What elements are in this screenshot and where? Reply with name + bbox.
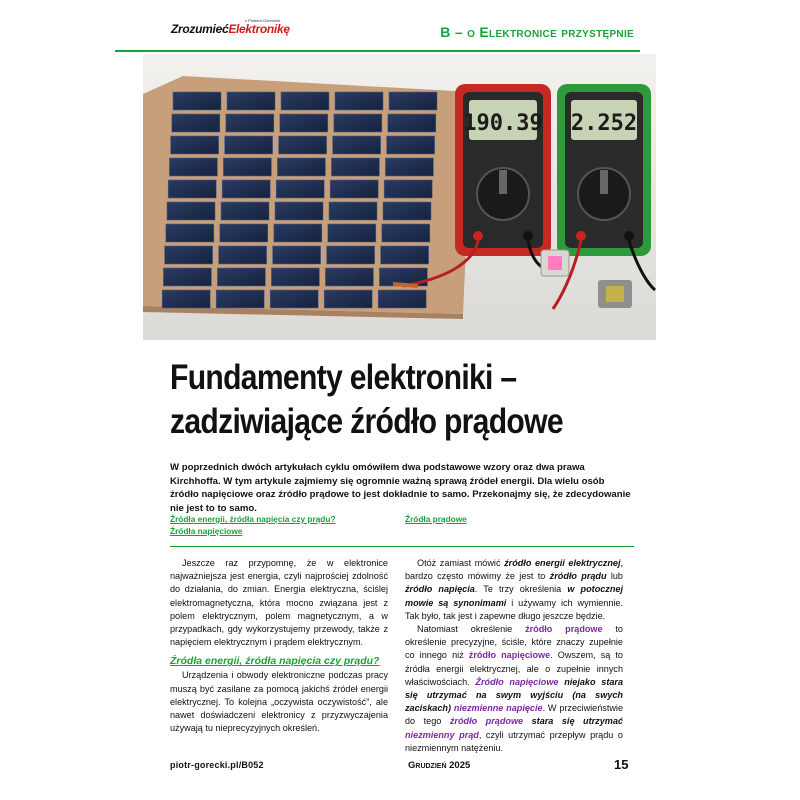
emphasis-current-source: źródło prądu: [549, 571, 607, 582]
solar-cell: [275, 202, 323, 220]
highlight-constant-voltage: niezmienne napięcie: [453, 703, 543, 714]
solar-panel-multimeter-illustration: [143, 54, 656, 340]
solar-cell: [219, 246, 267, 264]
solar-cell: [277, 158, 325, 176]
solar-cell: [330, 180, 378, 198]
solar-cell: [327, 246, 375, 264]
solar-cell: [271, 268, 319, 286]
red-multimeter: [455, 84, 551, 256]
article-photo: [143, 54, 656, 340]
solar-cell: [274, 224, 322, 242]
text-run: Natomiast określenie: [417, 624, 526, 635]
emphasis-tries-to-maintain: stara się utrzymać: [531, 716, 623, 727]
text-run: , bardzo często mówimy że jest to: [405, 558, 623, 582]
solar-cell: [227, 92, 275, 110]
highlight-current-source: źródło prądowe: [525, 624, 603, 635]
text-run: Otóż zamiast mówić: [417, 558, 505, 568]
text-run: [523, 716, 532, 726]
text-run: i używamy ich wymiennie. Tak było, tak jest i zapewne długo jeszcze będzie.: [405, 597, 624, 621]
highlight-constant-current: niezmienny prąd: [405, 729, 479, 740]
page-number: 15: [614, 757, 629, 772]
title-line-2: zadziwiające źródło prądowe: [170, 402, 563, 441]
article-title: [170, 356, 574, 444]
solar-cell: [165, 246, 213, 264]
body-column-left: [170, 557, 388, 735]
magazine-logo: [171, 22, 290, 36]
solar-cell: [388, 114, 436, 132]
emphasis-energy-source: źródło energii elektrycznej: [504, 558, 621, 568]
solar-cell: [162, 290, 210, 308]
solar-cell: [166, 224, 214, 242]
solar-cell: [226, 114, 274, 132]
solar-cell: [270, 290, 318, 308]
solar-cell: [389, 92, 437, 110]
footer-issue-date: Grudzień 2025: [408, 760, 471, 771]
solar-cell: [324, 290, 372, 308]
emphasis-synonyms: w potocznej mowie są synonimami: [405, 584, 623, 608]
text-run: . Te trzy określenia: [474, 584, 568, 595]
solar-cell: [221, 202, 269, 220]
solar-cell: [328, 224, 376, 242]
solar-cell: [381, 246, 429, 264]
solar-cell: [171, 136, 219, 154]
solar-cell: [385, 158, 433, 176]
text-run: . Owszem, są to źródła energii elektrycznej, ale o zupełnie innych właściwościach.: [405, 650, 623, 687]
header-divider: [115, 50, 640, 52]
footer-url[interactable]: piotr-gorecki.pl/B052: [170, 760, 264, 770]
toc-left: [170, 513, 336, 537]
logo-word-2: Elektronikę: [228, 22, 290, 36]
text-run: , czyli utrzymać przepływ prądu o niezmiennym natężeniu.: [405, 729, 623, 753]
solar-cell: [223, 158, 271, 176]
toc-link-energy-sources[interactable]: Źródła energii, źródła napięcia czy prądu?: [170, 514, 336, 524]
emphasis-voltage-source: źródło napięcia: [405, 584, 475, 595]
solar-cell: [172, 114, 220, 132]
solar-cell: [333, 136, 381, 154]
solar-cell: [222, 180, 270, 198]
solar-cell: [384, 180, 432, 198]
toc-right: [405, 513, 467, 525]
body-column-right: [405, 557, 623, 755]
solar-cell: [335, 92, 383, 110]
solar-cell: [225, 136, 273, 154]
highlight-current-source-2: źródło prądowe: [449, 716, 524, 727]
text-run: . W przeciwieństwie do tego: [405, 703, 623, 727]
solar-cell: [382, 224, 430, 242]
solar-cell: [331, 158, 379, 176]
red-meter-reading: 190.39: [463, 111, 543, 136]
solar-cell: [276, 180, 324, 198]
toc-divider: [170, 546, 634, 547]
logo-subtitle: z Piotrem Góreckim: [245, 18, 281, 23]
toc-link-current-sources[interactable]: Źródła prądowe: [405, 514, 467, 524]
green-meter-reading: 2.252: [570, 111, 638, 136]
text-run: to określenie precyzyjne, ściśle, które znaczy zupełnie co innego niż: [405, 624, 623, 661]
solar-cell: [279, 136, 327, 154]
solar-cell: [217, 268, 265, 286]
solar-cell: [216, 290, 264, 308]
toc-link-voltage-sources[interactable]: Źródła napięciowe: [170, 526, 243, 536]
solar-cell: [383, 202, 431, 220]
solar-cell: [173, 92, 221, 110]
paragraph-synonyms: [405, 557, 623, 623]
highlight-voltage-source: źródło napięciowe: [468, 650, 551, 661]
logo-word-1: Zrozumieć: [171, 22, 229, 36]
solar-cell: [169, 158, 217, 176]
solar-cell: [387, 136, 435, 154]
paragraph-power-supply: Urządzenia i obwody elektroniczne podczas pracy muszą być zasilane za pomocą jakichś źródeł energii elektrycznej. To kolejna „oczywista oczywistość”, ale nawet doświadczeni elektronicy z przyzwyczajenia używają tu nieprecyzyjnych określeń.: [170, 670, 388, 734]
green-multimeter: [557, 84, 651, 256]
solar-cell: [167, 202, 215, 220]
section-title: B – o Elektronice przystępnie: [440, 24, 634, 40]
page-header: [143, 20, 656, 52]
solar-cell: [325, 268, 373, 286]
highlight-voltage-source-2: Źródło napięciowe: [475, 676, 559, 687]
solar-cell: [273, 246, 321, 264]
text-run: lub: [606, 571, 623, 582]
section-heading-energy-sources: Źródła energii, źródła napięcia czy prądu?: [170, 655, 380, 668]
paragraph-intro: Jeszcze raz przypomnę, że w elektronice najważniejsza jest energia, czyli najprościej zdolność do działania, do zmian. Energia elektryczna, ściślej elektromagnetyczna, która mocno związana jest z polem elektrycznym, polem magnetycznym, a w przypadkach, gdy wykorzystujemy przewody, także z napięciem elektrycznym i prądem elektrycznym.: [170, 558, 388, 648]
solar-cell: [163, 268, 211, 286]
solar-cell: [378, 290, 426, 308]
article-lead: W poprzednich dwóch artykułach cyklu omówiłem dwa podstawowe wzory oraz dwa prawa Kirchhoffa. W tym artykule zajmiemy się ogromnie ważną sprawą źródeł energii. Dla wielu osób źródło napięciowe oraz źródło prądowe to jest dokładnie to samo. Przekonajmy się, że zdecydowanie nie jest to to samo.: [170, 462, 631, 514]
title-line-1: Fundamenty elektroniki –: [170, 358, 517, 397]
solar-cell: [220, 224, 268, 242]
paragraph-precise-definition: [405, 623, 623, 755]
solar-cell: [168, 180, 216, 198]
solar-cell: [280, 114, 328, 132]
emphasis-maintain-output: niejako stara się utrzymać na swym wyjściu (na swych zaciskach): [405, 676, 624, 714]
solar-cell: [329, 202, 377, 220]
solar-cell: [281, 92, 329, 110]
solar-cell: [334, 114, 382, 132]
